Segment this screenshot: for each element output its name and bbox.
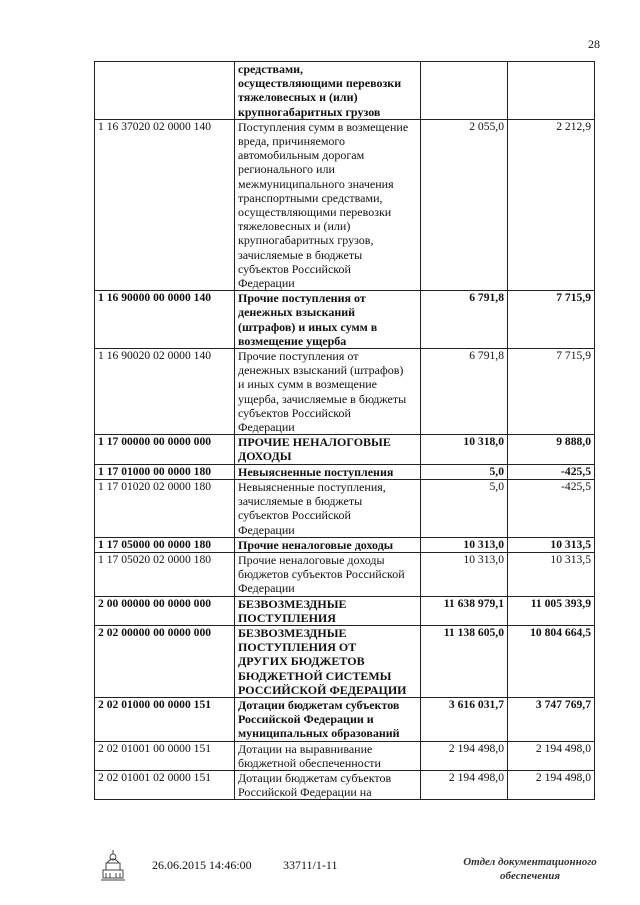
actual-amount-cell: 3 747 769,7 <box>508 697 595 741</box>
plan-amount-cell: 11 638 979,1 <box>421 596 508 625</box>
budget-name-cell <box>235 770 421 799</box>
budget-code-cell: 1 16 37020 02 0000 140 <box>95 119 235 290</box>
plan-amount-cell: 6 791,8 <box>421 349 508 435</box>
budget-code-cell: 1 16 90000 00 0000 140 <box>95 291 235 349</box>
budget-name-cell <box>235 697 421 741</box>
footer-department-stamp <box>450 855 610 883</box>
budget-name-line: вреда, причиняемого <box>238 134 346 149</box>
budget-name-line: БЕЗВОЗМЕЗДНЫЕ <box>238 625 347 640</box>
budget-code-cell: 1 17 01020 02 0000 180 <box>95 479 235 537</box>
plan-amount-cell: 6 791,8 <box>421 291 508 349</box>
budget-name-cell <box>235 464 421 479</box>
budget-name-line: Федерации <box>238 581 295 596</box>
footer-department-line: обеспечения <box>499 870 560 882</box>
budget-name-cell <box>235 62 421 120</box>
budget-name-cell <box>235 435 421 464</box>
budget-name-line: РОССИЙСКОЙ ФЕДЕРАЦИИ <box>238 682 407 697</box>
page-number: 28 <box>588 37 600 51</box>
table-row <box>95 552 595 596</box>
budget-name-line: денежных взысканий (штрафов) <box>238 363 404 378</box>
budget-name-line: тяжеловесных и (или) <box>238 90 358 105</box>
budget-name-line: Поступления сумм в возмещение <box>238 119 409 134</box>
budget-name-line: Невыясненные поступления <box>238 464 394 479</box>
actual-amount-cell: 2 194 498,0 <box>508 770 595 799</box>
plan-amount-cell: 5,0 <box>421 479 508 537</box>
table-row <box>95 119 595 290</box>
budget-name-line: субъектов Российской <box>238 405 351 420</box>
budget-name-line: ПОСТУПЛЕНИЯ <box>238 610 336 625</box>
footer-department-line: Отдел документационного <box>463 856 597 868</box>
budget-code-cell: 2 02 01001 02 0000 151 <box>95 770 235 799</box>
plan-amount-cell: 2 194 498,0 <box>421 741 508 770</box>
budget-name-cell <box>235 479 421 537</box>
table-row <box>95 62 595 120</box>
actual-amount-cell: 2 194 498,0 <box>508 741 595 770</box>
budget-name-line: Дотации на выравнивание <box>238 741 373 756</box>
budget-name-line: Прочие неналоговые доходы <box>238 537 394 552</box>
kremlin-emblem-icon <box>100 849 126 881</box>
actual-amount-cell <box>508 62 595 120</box>
budget-code-cell: 1 17 00000 00 0000 000 <box>95 435 235 464</box>
budget-name-line: Невыясненные поступления, <box>238 479 386 494</box>
budget-name-line: БЮДЖЕТНОЙ СИСТЕМЫ <box>238 668 392 683</box>
budget-name-line: крупногабаритных грузов, <box>238 233 374 248</box>
footer-document-number: 33711/1-11 <box>283 858 338 872</box>
plan-amount-cell: 2 055,0 <box>421 119 508 290</box>
budget-name-cell <box>235 741 421 770</box>
budget-name-cell <box>235 291 421 349</box>
table-row <box>95 741 595 770</box>
budget-table <box>94 61 595 800</box>
budget-name-line: субъектов Российской <box>238 261 351 276</box>
budget-code-cell: 1 17 05020 02 0000 180 <box>95 552 235 596</box>
budget-name-line: ущерба, зачисляемые в бюджеты <box>238 391 407 406</box>
plan-amount-cell: 11 138 605,0 <box>421 625 508 697</box>
budget-name-cell <box>235 537 421 552</box>
table-row <box>95 625 595 697</box>
budget-name-line: и иных сумм в возмещение <box>238 377 378 392</box>
budget-name-line: Российской Федерации и <box>238 712 374 727</box>
budget-name-line: ДОХОДЫ <box>238 449 292 464</box>
budget-name-cell <box>235 552 421 596</box>
plan-amount-cell: 3 616 031,7 <box>421 697 508 741</box>
budget-code-cell: 1 17 01000 00 0000 180 <box>95 464 235 479</box>
budget-name-line: возмещение ущерба <box>238 333 347 348</box>
actual-amount-cell: 10 804 664,5 <box>508 625 595 697</box>
budget-name-line: автомобильным дорогам <box>238 148 365 163</box>
budget-name-cell <box>235 596 421 625</box>
budget-name-line: Федерации <box>238 420 295 435</box>
budget-name-cell <box>235 119 421 290</box>
budget-name-line: Федерации <box>238 276 295 291</box>
plan-amount-cell: 5,0 <box>421 464 508 479</box>
table-row <box>95 697 595 741</box>
plan-amount-cell: 10 313,0 <box>421 552 508 596</box>
table-row <box>95 537 595 552</box>
budget-name-line: Федерации <box>238 522 295 537</box>
budget-name-line: зачисляемые в бюджеты <box>238 494 363 509</box>
budget-name-line: муниципальных образований <box>238 726 400 741</box>
table-row <box>95 596 595 625</box>
actual-amount-cell: 7 715,9 <box>508 291 595 349</box>
plan-amount-cell <box>421 62 508 120</box>
budget-name-line: бюджетной обеспеченности <box>238 755 381 770</box>
budget-name-line: БЕЗВОЗМЕЗДНЫЕ <box>238 596 347 611</box>
budget-name-line: осуществляющими перевозки <box>238 205 392 220</box>
plan-amount-cell: 2 194 498,0 <box>421 770 508 799</box>
actual-amount-cell: 9 888,0 <box>508 435 595 464</box>
budget-name-cell <box>235 349 421 435</box>
budget-name-line: (штрафов) и иных сумм в <box>238 319 378 334</box>
table-row <box>95 464 595 479</box>
budget-name-line: крупногабаритных грузов <box>238 104 381 119</box>
actual-amount-cell: 11 005 393,9 <box>508 596 595 625</box>
budget-name-line: денежных взысканий <box>238 305 356 320</box>
budget-name-line: Прочие поступления от <box>238 349 359 364</box>
actual-amount-cell: 2 212,9 <box>508 119 595 290</box>
budget-code-cell: 1 16 90020 02 0000 140 <box>95 349 235 435</box>
budget-name-line: Дотации бюджетам субъектов <box>238 697 400 712</box>
budget-code-cell <box>95 62 235 120</box>
table-row <box>95 479 595 537</box>
table-row <box>95 435 595 464</box>
budget-table-body <box>95 62 595 800</box>
actual-amount-cell: -425,5 <box>508 464 595 479</box>
budget-name-line: ПОСТУПЛЕНИЯ ОТ <box>238 640 357 655</box>
budget-name-line: Прочие неналоговые доходы <box>238 552 385 567</box>
budget-name-line: зачисляемые в бюджеты <box>238 247 363 262</box>
budget-name-line: тяжеловесных и (или) <box>238 219 351 234</box>
budget-name-line: средствами, <box>238 62 304 76</box>
table-row <box>95 349 595 435</box>
actual-amount-cell: 10 313,5 <box>508 537 595 552</box>
budget-code-cell: 2 02 00000 00 0000 000 <box>95 625 235 697</box>
actual-amount-cell: 10 313,5 <box>508 552 595 596</box>
budget-name-line: ДРУГИХ БЮДЖЕТОВ <box>238 654 365 669</box>
footer-date: 26.06.2015 14:46:00 <box>152 858 252 872</box>
budget-name-cell <box>235 625 421 697</box>
plan-amount-cell: 10 313,0 <box>421 537 508 552</box>
budget-code-cell: 2 00 00000 00 0000 000 <box>95 596 235 625</box>
budget-name-line: регионального или <box>238 162 335 177</box>
budget-name-line: транспортными средствами, <box>238 190 383 205</box>
budget-code-cell: 1 17 05000 00 0000 180 <box>95 537 235 552</box>
budget-code-cell: 2 02 01001 00 0000 151 <box>95 741 235 770</box>
budget-code-cell: 2 02 01000 00 0000 151 <box>95 697 235 741</box>
plan-amount-cell: 10 318,0 <box>421 435 508 464</box>
budget-name-line: осуществляющими перевозки <box>238 76 402 91</box>
budget-name-line: Российской Федерации на <box>238 785 372 800</box>
actual-amount-cell: 7 715,9 <box>508 349 595 435</box>
table-row <box>95 770 595 799</box>
budget-name-line: Прочие поступления от <box>238 291 366 306</box>
budget-name-line: межмуниципального значения <box>238 176 394 191</box>
actual-amount-cell: -425,5 <box>508 479 595 537</box>
budget-name-line: Дотации бюджетам субъектов <box>238 770 392 785</box>
budget-name-line: субъектов Российской <box>238 508 351 523</box>
table-row <box>95 291 595 349</box>
budget-name-line: ПРОЧИЕ НЕНАЛОГОВЫЕ <box>238 435 391 450</box>
budget-name-line: бюджетов субъектов Российской <box>238 567 405 582</box>
